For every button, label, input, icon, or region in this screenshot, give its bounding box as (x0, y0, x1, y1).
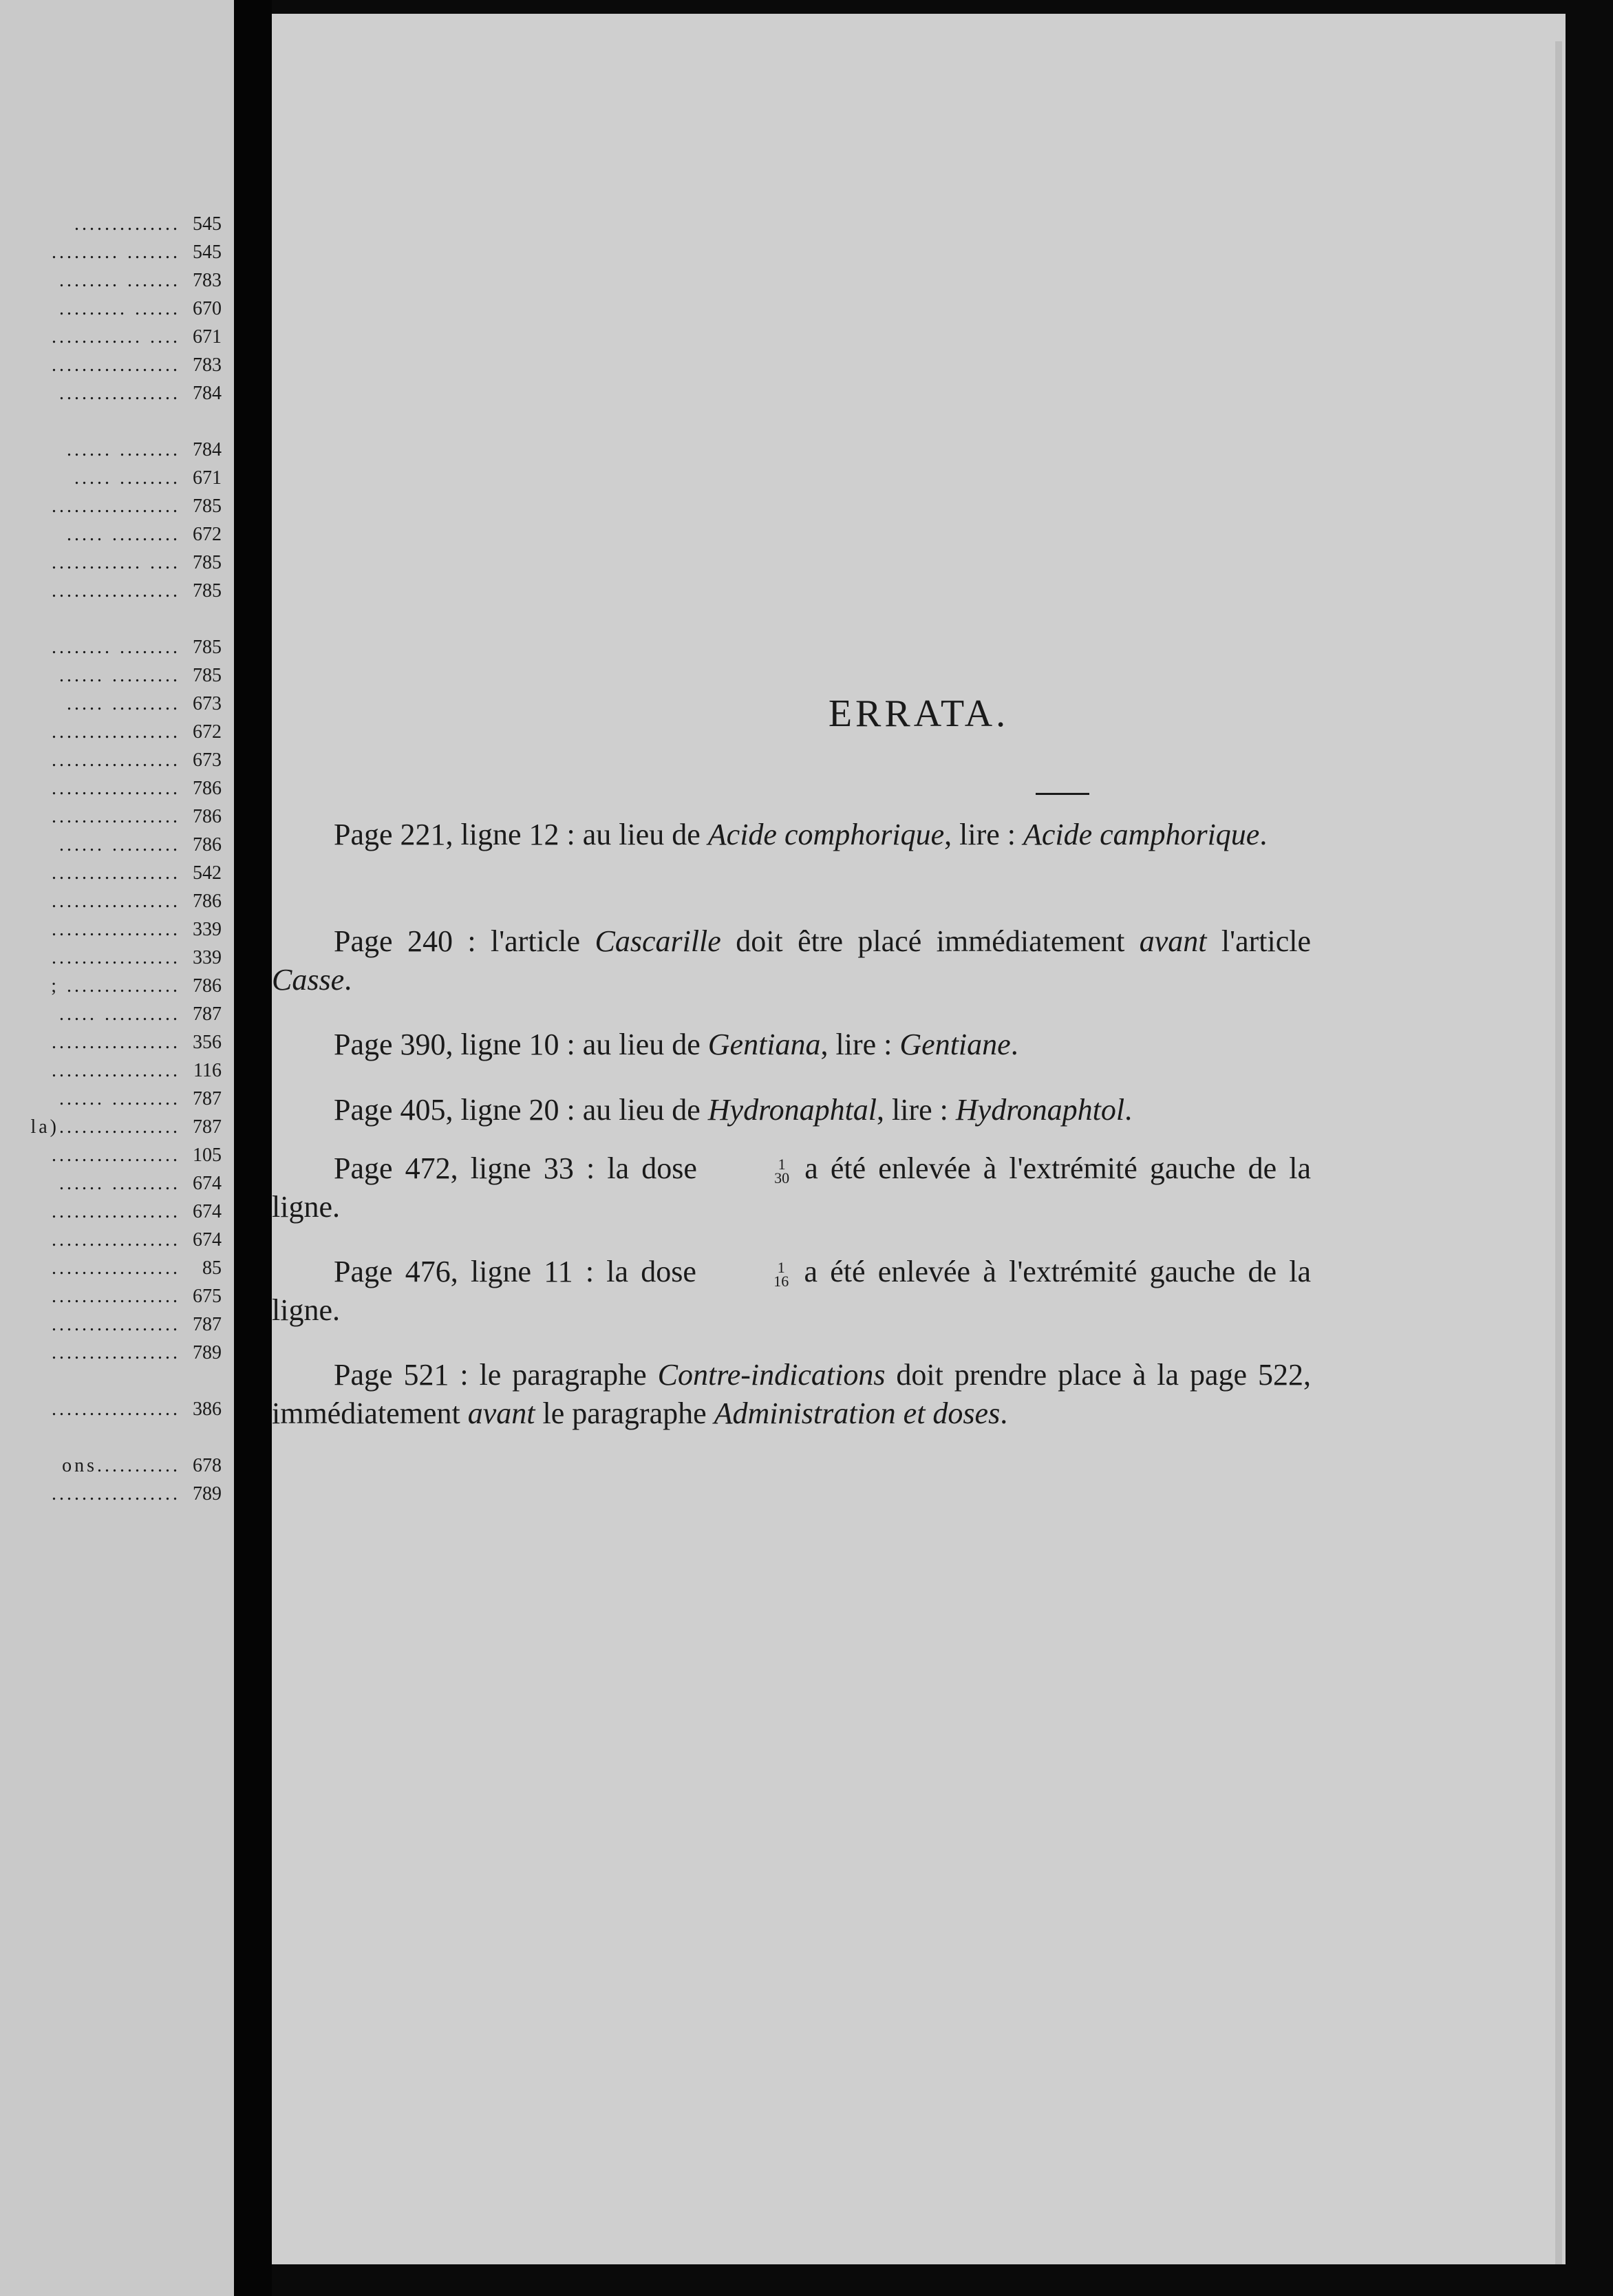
toc-row (0, 1000, 222, 1028)
toc-page-number: 356 (193, 1032, 222, 1053)
toc-row (0, 1339, 222, 1367)
toc-leader: ................. (52, 1257, 180, 1279)
toc-leader: ................. (52, 778, 180, 799)
toc-leader: ................. (52, 806, 180, 827)
toc-page-number: 785 (193, 665, 222, 686)
toc-leader: ................. (52, 1314, 180, 1335)
toc-row (0, 802, 222, 831)
toc-row (0, 238, 222, 266)
toc-row (0, 1310, 222, 1339)
toc-leader: ...... ......... (59, 1173, 180, 1194)
toc-page-number: 786 (193, 806, 222, 827)
toc-leader: ................. (52, 1032, 180, 1053)
toc-row (0, 266, 222, 295)
toc-row (0, 605, 222, 633)
toc-row (0, 774, 222, 802)
toc-page-number: 789 (193, 1483, 222, 1505)
toc-row (0, 944, 222, 972)
toc-page-number: 787 (193, 1003, 222, 1025)
toc-row (0, 859, 222, 887)
toc-page-number: 675 (193, 1286, 222, 1307)
toc-row (0, 577, 222, 605)
toc-row (0, 831, 222, 859)
toc-page-number: 785 (193, 552, 222, 573)
errata-entry: Page 390, ligne 10 : au lieu de Gentiana, lire : Gentiane. (334, 1028, 1018, 1061)
toc-leader: ..... .......... (59, 1003, 180, 1025)
toc-row (0, 1226, 222, 1254)
toc-row (0, 436, 222, 464)
toc-page-number: 672 (193, 721, 222, 743)
toc-leader: ................. (52, 947, 180, 968)
book-gutter (234, 0, 272, 2296)
toc-page-number: 545 (193, 242, 222, 263)
toc-row (0, 1423, 222, 1452)
toc-row (0, 407, 222, 436)
toc-row (0, 210, 222, 238)
toc-page-number: 545 (193, 213, 222, 235)
toc-row (0, 1056, 222, 1085)
toc-row (0, 379, 222, 407)
toc-page-number: 787 (193, 1088, 222, 1109)
toc-page-number: 785 (193, 496, 222, 517)
toc-row (0, 887, 222, 915)
left-page-fragment (0, 0, 234, 2296)
toc-page-number: 786 (193, 891, 222, 912)
toc-page-number: 783 (193, 354, 222, 376)
toc-row (0, 1028, 222, 1056)
toc-row (0, 1169, 222, 1198)
toc-page-number: 674 (193, 1229, 222, 1251)
toc-leader: ................. (52, 750, 180, 771)
errata-entry: Page 405, ligne 20 : au lieu de Hydronaphtal, lire : Hydronaphtol. (334, 1093, 1133, 1127)
toc-row (0, 295, 222, 323)
toc-leader: ................. (52, 1229, 180, 1251)
toc-leader: ................ (59, 383, 180, 404)
toc-row (0, 1367, 222, 1395)
toc-row (0, 520, 222, 549)
toc-row (0, 1141, 222, 1169)
errata-entry: Page 472, ligne 33 : la dose 1 30 a été enlevée à l'extrémité gauche de la ligne. (272, 1151, 1311, 1224)
toc-page-number: 386 (193, 1399, 222, 1420)
toc-leader: ................. (52, 1483, 180, 1505)
toc-page-number: 785 (193, 580, 222, 602)
toc-leader: ................. (52, 354, 180, 376)
toc-leader: ................. (52, 862, 180, 884)
errata-entry: Page 521 : le paragraphe Contre-indications doit prendre place à la page 522, immédiatement avant le paragraphe Administration et doses. (272, 1358, 1311, 1430)
toc-leader: ................. (52, 721, 180, 743)
page-edge (1555, 41, 1562, 2264)
toc-row (0, 351, 222, 379)
toc-row (0, 633, 222, 661)
toc-page-number: 786 (193, 834, 222, 855)
toc-leader: ......... ....... (52, 242, 180, 263)
toc-leader: ...... ......... (59, 665, 180, 686)
toc-row (0, 1198, 222, 1226)
toc-page-number: 672 (193, 524, 222, 545)
toc-page-number: 85 (202, 1257, 222, 1279)
toc-page-number: 673 (193, 750, 222, 771)
table-of-contents (0, 210, 222, 1508)
errata-entry: Page 240 : l'article Cascarille doit être placé immédiatement avant l'article Casse. (272, 924, 1311, 997)
toc-leader: ...... ......... (59, 1088, 180, 1109)
toc-leader: ................. (52, 891, 180, 912)
errata-entry: Page 476, ligne 11 : la dose 1 16 a été enlevée à l'extrémité gauche de la ligne. (272, 1255, 1311, 1327)
toc-page-number: 787 (193, 1116, 222, 1138)
toc-leader: la)................ (30, 1116, 180, 1138)
errata-page (272, 14, 1566, 2264)
toc-leader: ........ ....... (59, 270, 180, 291)
toc-page-number: 671 (193, 326, 222, 348)
toc-leader: ............ .... (52, 552, 180, 573)
toc-page-number: 674 (193, 1173, 222, 1194)
toc-page-number: 787 (193, 1314, 222, 1335)
toc-page-number: 542 (193, 862, 222, 884)
toc-row (0, 1282, 222, 1310)
toc-page-number: 789 (193, 1342, 222, 1363)
toc-page-number: 785 (193, 637, 222, 658)
toc-row (0, 1113, 222, 1141)
toc-leader: ................. (52, 496, 180, 517)
toc-leader: ................. (52, 1201, 180, 1222)
toc-leader: ................. (52, 580, 180, 602)
toc-leader: ................. (52, 1286, 180, 1307)
toc-row (0, 1395, 222, 1423)
toc-page-number: 786 (193, 975, 222, 997)
toc-page-number: 339 (193, 947, 222, 968)
toc-row (0, 915, 222, 944)
toc-row (0, 690, 222, 718)
toc-row (0, 746, 222, 774)
toc-leader: ...... ........ (67, 439, 180, 460)
toc-row (0, 661, 222, 690)
toc-page-number: 673 (193, 693, 222, 714)
toc-row (0, 1452, 222, 1480)
toc-row (0, 1085, 222, 1113)
toc-leader: ons........... (62, 1455, 180, 1476)
toc-row (0, 1480, 222, 1508)
toc-page-number: 678 (193, 1455, 222, 1476)
toc-page-number: 116 (193, 1060, 222, 1081)
toc-leader: ..... ......... (67, 693, 180, 714)
page-title: ERRATA. (828, 692, 1010, 735)
title-rule (1036, 793, 1089, 795)
toc-leader: ................. (52, 1060, 180, 1081)
toc-page-number: 784 (193, 383, 222, 404)
toc-row (0, 492, 222, 520)
toc-row (0, 718, 222, 746)
toc-row (0, 972, 222, 1000)
toc-page-number: 786 (193, 778, 222, 799)
toc-leader: ..... ......... (67, 524, 180, 545)
toc-leader: ................. (52, 919, 180, 940)
toc-page-number: 784 (193, 439, 222, 460)
toc-row (0, 464, 222, 492)
toc-page-number: 671 (193, 467, 222, 489)
fraction: 1 16 (773, 1258, 789, 1290)
toc-page-number: 783 (193, 270, 222, 291)
toc-leader: ................. (52, 1399, 180, 1420)
toc-leader: ........ ........ (52, 637, 180, 658)
toc-page-number: 674 (193, 1201, 222, 1222)
toc-row (0, 1254, 222, 1282)
toc-leader: ......... ...... (59, 298, 180, 319)
toc-leader: ................. (52, 1342, 180, 1363)
toc-leader: ; ............... (51, 975, 180, 997)
toc-leader: ................. (52, 1145, 180, 1166)
toc-page-number: 670 (193, 298, 222, 319)
toc-leader: ..... ........ (74, 467, 180, 489)
toc-row (0, 549, 222, 577)
toc-page-number: 339 (193, 919, 222, 940)
toc-leader: ...... ......... (59, 834, 180, 855)
toc-page-number: 105 (193, 1145, 222, 1166)
fraction: 1 30 (774, 1155, 790, 1187)
toc-leader: .............. (74, 213, 180, 235)
toc-leader: ............ .... (52, 326, 180, 348)
errata-entry: Page 221, ligne 12 : au lieu de Acide comphorique, lire : Acide camphorique. (334, 818, 1268, 851)
toc-row (0, 323, 222, 351)
